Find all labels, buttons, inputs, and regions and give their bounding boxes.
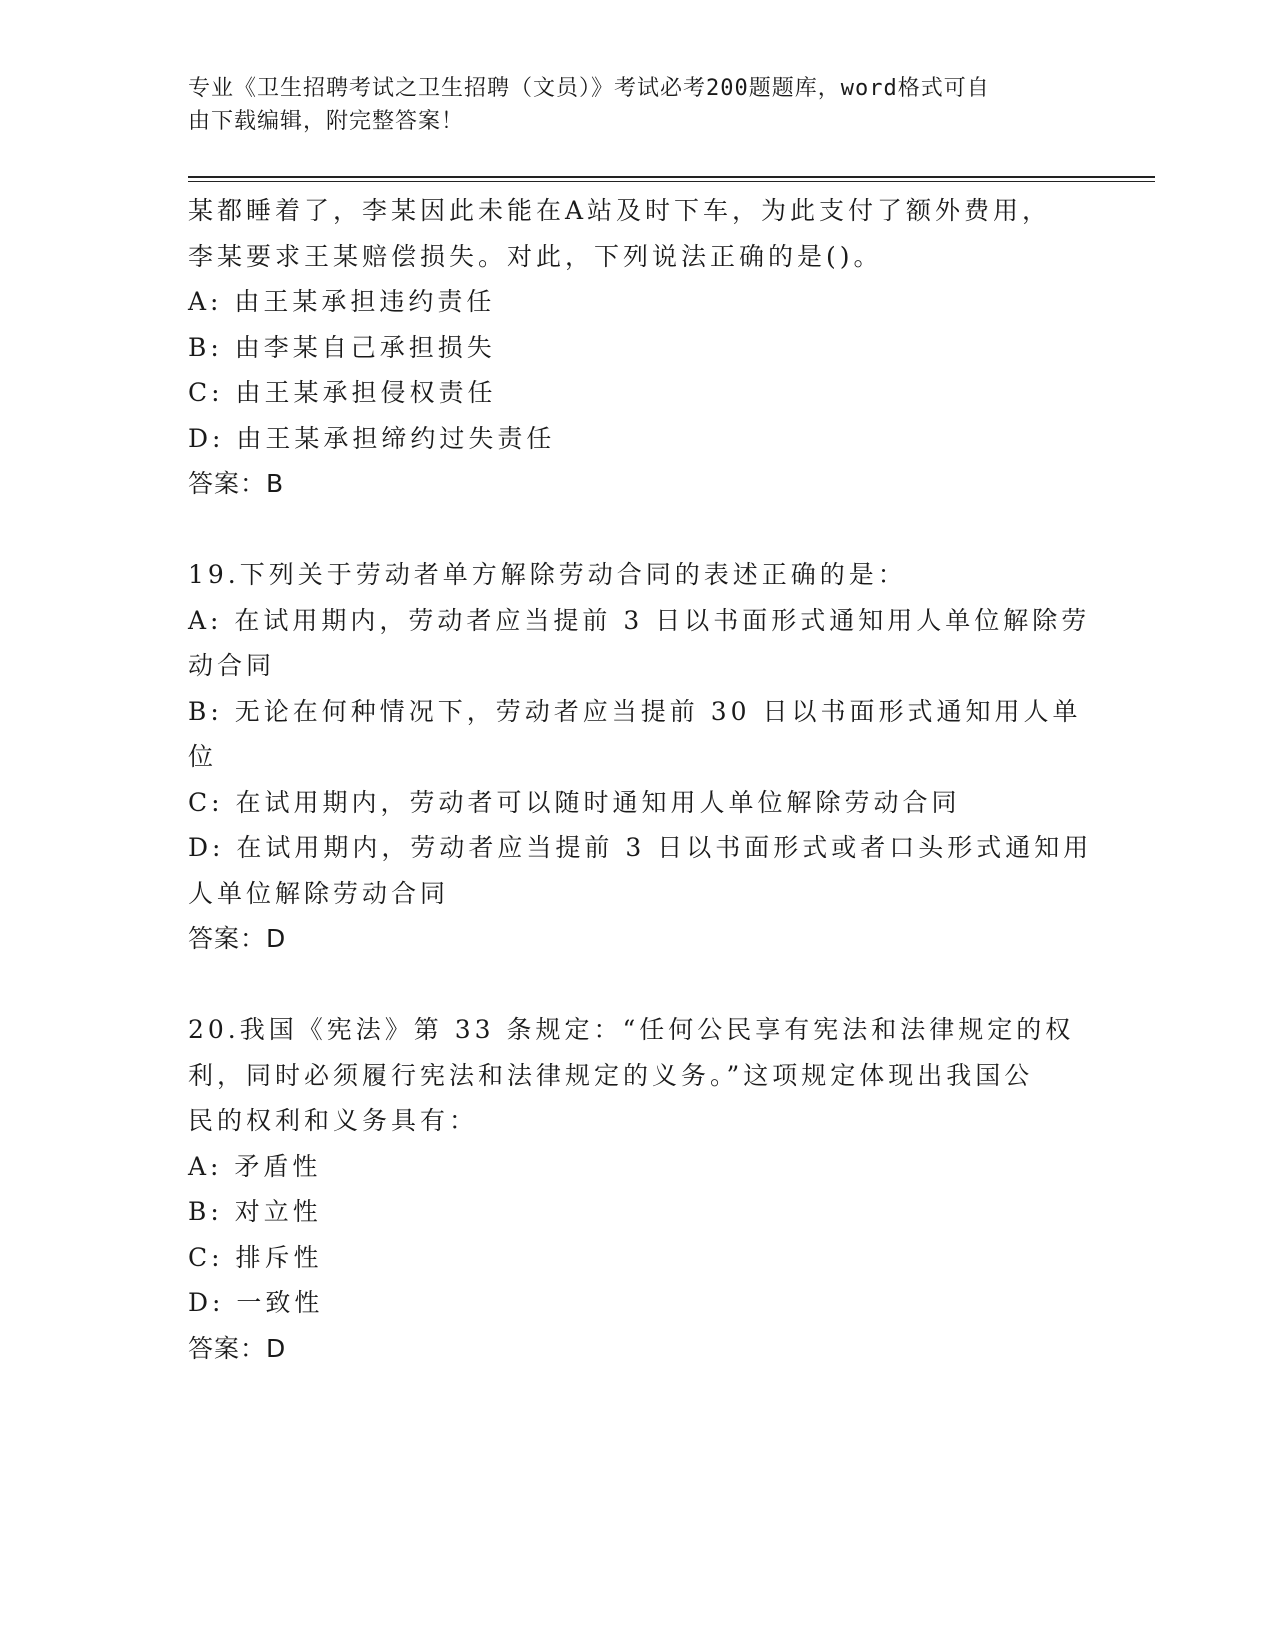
header-line-1: 专业《卫生招聘考试之卫生招聘（文员）》考试必考200题题库，word格式可自 — [188, 76, 990, 101]
question-20 — [188, 1007, 1088, 1371]
option-a: A: 在试用期内，劳动者应当提前 3 日以书面形式通知用人单位解除劳 — [188, 605, 1091, 635]
document-body — [188, 188, 1093, 1371]
question-stem-line: 利，同时必须履行宪法和法律规定的义务。”这项规定体现出我国公 — [188, 1060, 1034, 1090]
option-a: A: 由王某承担违约责任 — [188, 287, 496, 316]
option-b: B: 对立性 — [188, 1197, 322, 1226]
option-a-continued: 动合同 — [188, 651, 276, 680]
option-a: A: 矛盾性 — [188, 1151, 322, 1181]
option-c: C: 在试用期内，劳动者可以随时通知用人单位解除劳动合同 — [188, 787, 961, 817]
question-19 — [188, 552, 1093, 962]
option-d: D: 一致性 — [188, 1288, 324, 1317]
answer-label: 答案：D — [188, 1333, 287, 1363]
question-stem-line: 某都睡着了，李某因此未能在A站及时下车，为此支付了额外费用， — [188, 196, 1052, 225]
header-line-2: 由下载编辑，附完整答案！ — [188, 109, 465, 134]
header-divider-thin — [188, 181, 1155, 182]
question-18-continued — [188, 188, 1088, 507]
answer-label: 答案：B — [188, 469, 285, 498]
option-c: C: 排斥性 — [188, 1242, 323, 1272]
question-stem-line: 20.我国《宪法》第 33 条规定：“任何公民享有宪法和法律规定的权 — [188, 1015, 1075, 1044]
question-stem-line: 民的权利和义务具有： — [188, 1106, 479, 1135]
question-spacer — [188, 507, 1088, 553]
document-header — [188, 72, 1078, 138]
answer-label: 答案：D — [188, 924, 287, 953]
header-divider-thick — [188, 176, 1155, 178]
question-spacer — [188, 962, 1088, 1008]
option-b: B: 无论在何种情况下，劳动者应当提前 30 日以书面形式通知用人单 — [188, 696, 1082, 726]
question-stem-line: 李某要求王某赔偿损失。对此，下列说法正确的是()。 — [188, 241, 883, 271]
option-d-continued: 人单位解除劳动合同 — [188, 878, 450, 908]
option-b-continued: 位 — [188, 742, 218, 771]
question-stem: 19.下列关于劳动者单方解除劳动合同的表述正确的是： — [188, 560, 907, 589]
option-d: D: 在试用期内，劳动者应当提前 3 日以书面形式或者口头形式通知用 — [188, 833, 1093, 862]
option-c: C: 由王某承担侵权责任 — [188, 378, 497, 407]
option-b: B: 由李某自己承担损失 — [188, 332, 496, 362]
option-d: D: 由王某承担缔约过失责任 — [188, 423, 556, 453]
